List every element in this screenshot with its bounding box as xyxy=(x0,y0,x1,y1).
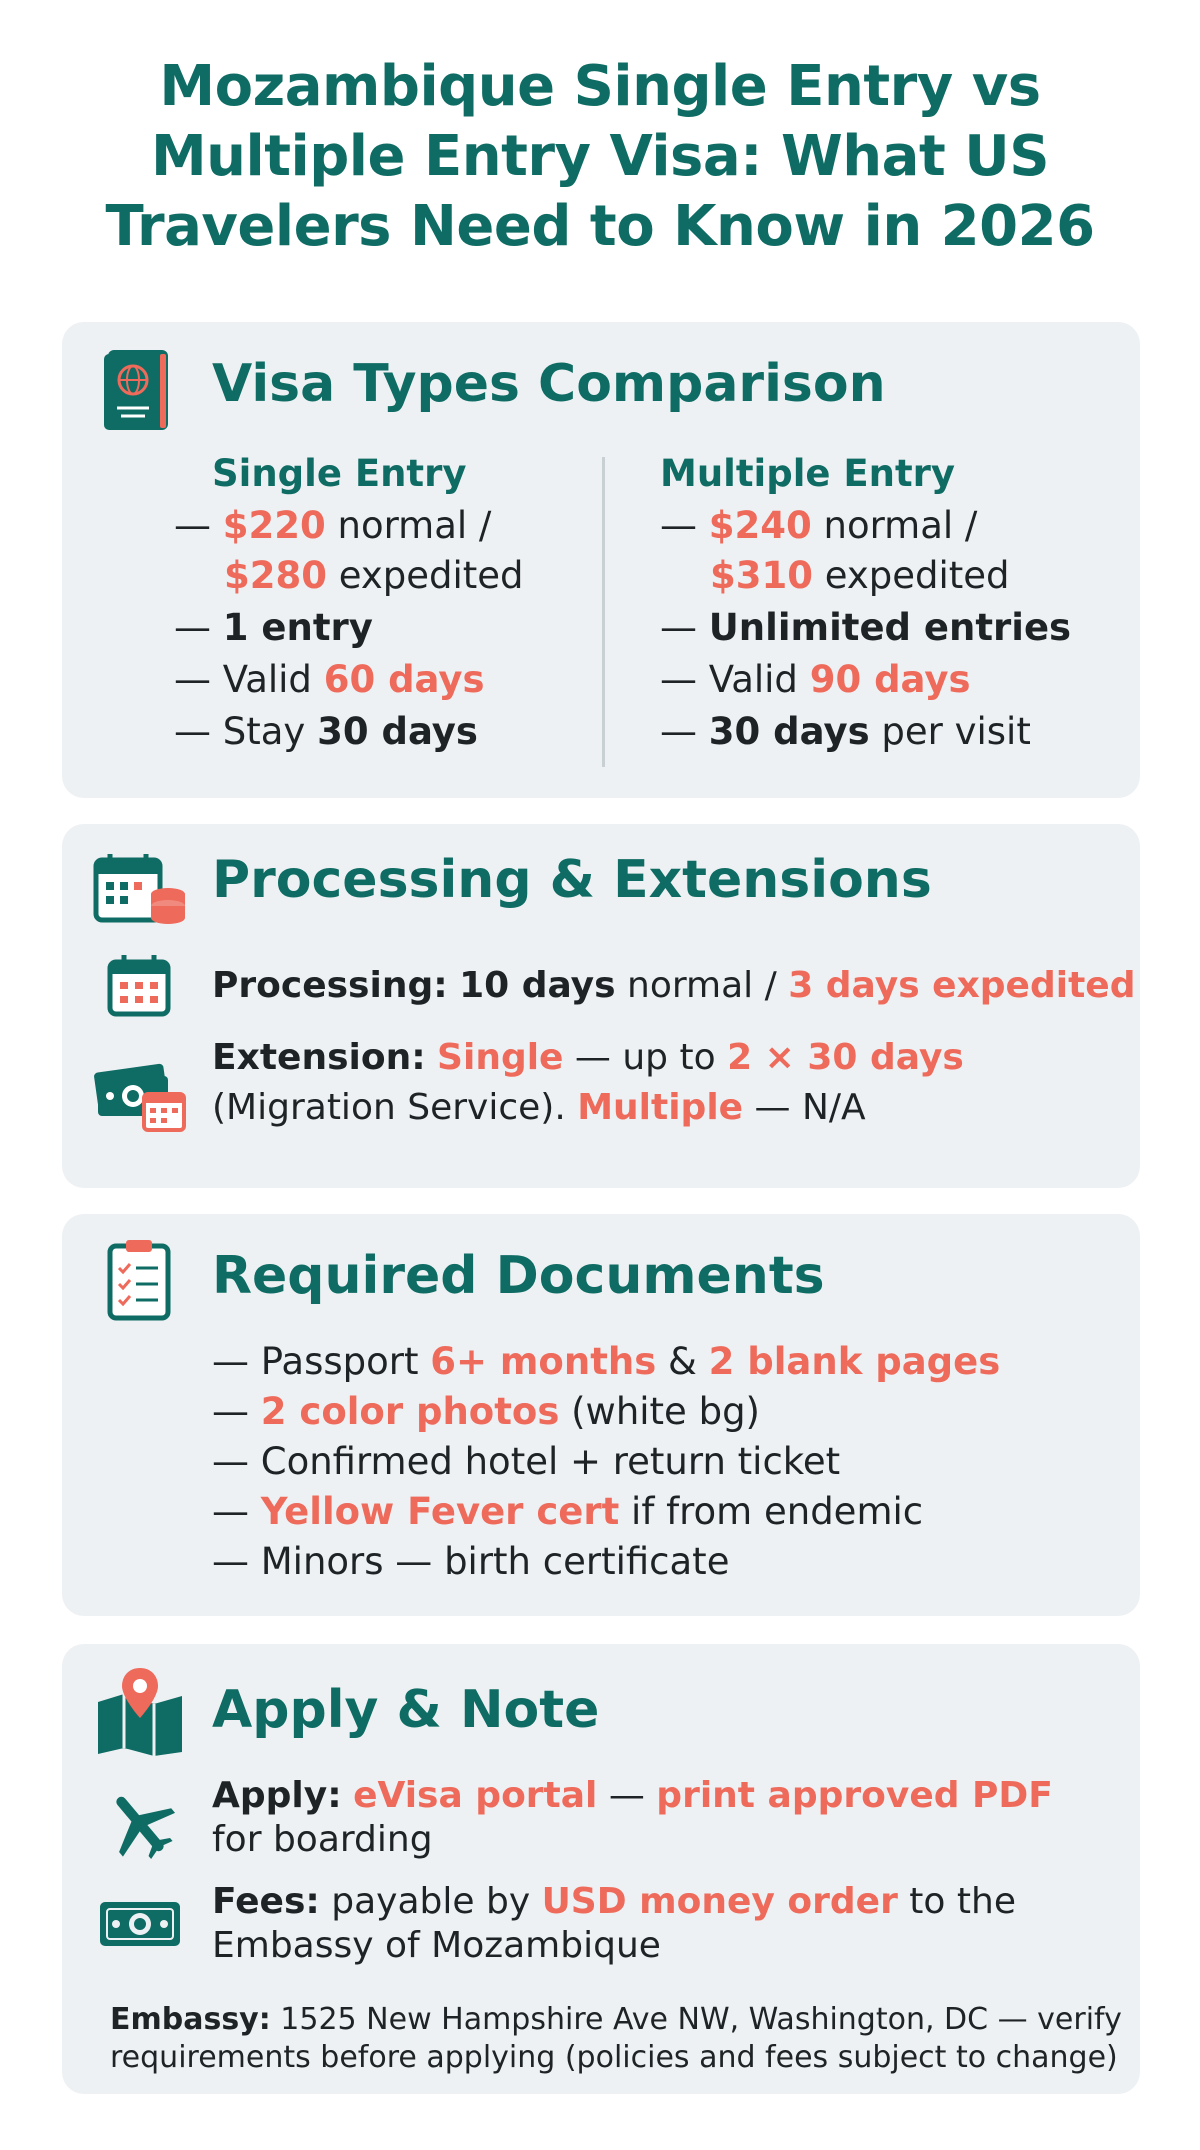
fees-line-2: Embassy of Mozambique xyxy=(212,1925,661,1966)
single-expedited-price: $280 xyxy=(224,554,327,597)
title-line-2: Multiple Entry Visa: What US xyxy=(150,124,1050,189)
calendar-icon xyxy=(106,952,172,1018)
airplane-icon xyxy=(102,1786,178,1862)
single-valid-line: — Valid 60 days xyxy=(174,658,485,701)
multiple-stay-line: — 30 days per visit xyxy=(660,710,1031,753)
single-entry-label: Single Entry xyxy=(212,452,467,495)
single-expedited-line: $280 expedited xyxy=(224,554,524,597)
apply-line-2: for boarding xyxy=(212,1819,433,1860)
processing-heading: Processing & Extensions xyxy=(212,850,932,910)
processing-card xyxy=(62,824,1140,1188)
page-title xyxy=(60,52,1140,262)
document-item: — Yellow Fever cert if from endemic xyxy=(212,1490,924,1533)
apply-heading: Apply & Note xyxy=(212,1680,600,1740)
single-stay-line: — Stay 30 days xyxy=(174,710,478,753)
document-item: — Confirmed hotel + return ticket xyxy=(212,1440,841,1483)
apply-card xyxy=(62,1644,1140,2094)
money-calendar-icon xyxy=(94,1050,190,1134)
processing-line: Processing: 10 days normal / 3 days expedited xyxy=(212,965,1136,1006)
embassy-note-line-1: Embassy: 1525 New Hampshire Ave NW, Washington, DC — verify xyxy=(110,2002,1122,2037)
document-item: — Minors — birth certificate xyxy=(212,1540,730,1583)
multiple-normal-price: $240 xyxy=(708,504,812,547)
documents-card xyxy=(62,1214,1140,1616)
document-item: — Passport 6+ months & 2 blank pages xyxy=(212,1340,1001,1383)
multiple-entry-label: Multiple Entry xyxy=(660,452,956,495)
single-price-line: — $220 normal / xyxy=(174,504,492,547)
single-entries-line: — 1 entry xyxy=(174,606,373,649)
multiple-expedited-price: $310 xyxy=(710,554,813,597)
single-normal-price: $220 xyxy=(222,504,326,547)
map-pin-icon xyxy=(94,1666,186,1756)
multiple-entries-line: — Unlimited entries xyxy=(660,606,1072,649)
evisa-portal-link[interactable]: eVisa portal xyxy=(353,1775,598,1816)
extension-line-2: (Migration Service). Multiple — N/A xyxy=(212,1087,866,1128)
visa-types-heading: Visa Types Comparison xyxy=(212,354,886,414)
document-item: — 2 color photos (white bg) xyxy=(212,1390,760,1433)
apply-line-1: Apply: eVisa portal — print approved PDF xyxy=(212,1775,1053,1816)
fees-line-1: Fees: payable by USD money order to the xyxy=(212,1881,1016,1922)
embassy-note-line-2: requirements before applying (policies and fees subject to change) xyxy=(110,2040,1118,2075)
documents-heading: Required Documents xyxy=(212,1246,825,1306)
title-line-1: Mozambique Single Entry vs xyxy=(159,54,1041,119)
multiple-price-line: — $240 normal / xyxy=(660,504,978,547)
passport-icon xyxy=(102,348,172,432)
multiple-expedited-line: $310 expedited xyxy=(710,554,1010,597)
multiple-valid-line: — Valid 90 days xyxy=(660,658,971,701)
banknote-icon xyxy=(98,1898,182,1950)
column-divider xyxy=(602,457,605,767)
title-line-3: Travelers Need to Know in 2026 xyxy=(105,194,1095,259)
checklist-icon xyxy=(106,1238,172,1322)
visa-types-card xyxy=(62,322,1140,798)
calendar-coins-icon xyxy=(92,850,188,934)
extension-line-1: Extension: Single — up to 2 × 30 days xyxy=(212,1037,964,1078)
